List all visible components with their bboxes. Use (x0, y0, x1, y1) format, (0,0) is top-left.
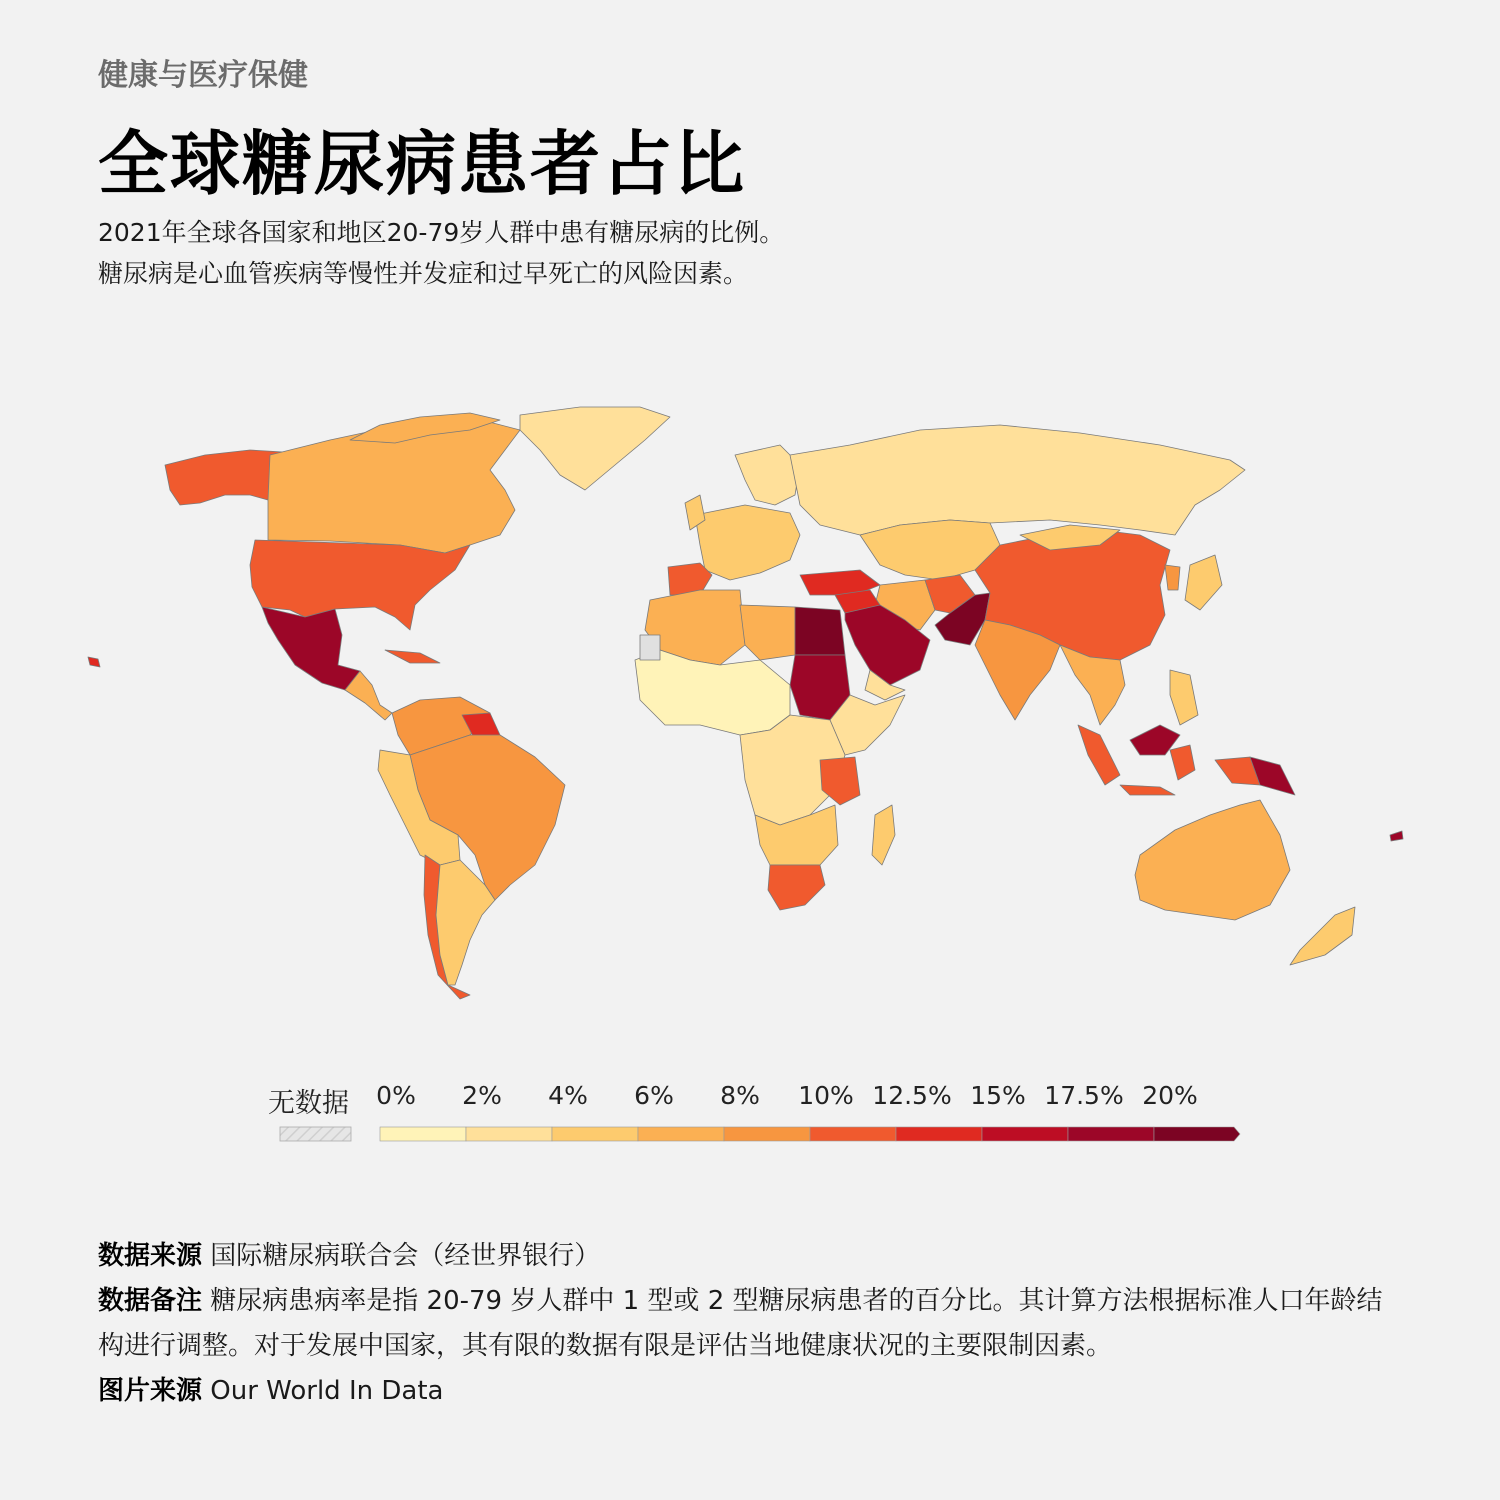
map-legend (0, 1075, 1500, 1155)
page-title: 全球糖尿病患者占比 (98, 123, 746, 205)
source-text: 国际糖尿病联合会（经世界银行） (210, 1241, 601, 1271)
region-greenland (520, 407, 670, 490)
legend-bin-0 (380, 1127, 466, 1141)
region-philippines (1170, 670, 1198, 725)
region-java (1120, 785, 1175, 795)
legend-bin-1 (466, 1127, 552, 1141)
region-scandinavia (735, 445, 800, 505)
note-label: 数据备注 (98, 1286, 203, 1316)
footer-notes (98, 1234, 1398, 1414)
region-hawaii (88, 657, 100, 667)
region-western-europe (695, 505, 800, 580)
image-source-line (98, 1369, 1398, 1414)
legend-tick-label: 6% (634, 1081, 674, 1110)
legend-tick-label: 12.5% (872, 1081, 952, 1110)
subtitle-line-1: 2021年全球各国家和地区20-79岁人群中患有糖尿病的比例。 (98, 218, 785, 247)
legend-no-data-label: 无数据 (268, 1088, 349, 1119)
region-png (1250, 757, 1295, 795)
region-madagascar (872, 805, 895, 865)
legend-tick-label: 17.5% (1044, 1081, 1124, 1110)
legend-bin-5 (810, 1127, 896, 1141)
image-source-text: Our World In Data (210, 1376, 444, 1406)
legend-bin-8 (1068, 1127, 1154, 1141)
legend-bin-7 (982, 1127, 1068, 1141)
legend-tick-label: 2% (462, 1081, 502, 1110)
image-source-label: 图片来源 (98, 1376, 203, 1406)
subtitle (98, 212, 784, 294)
region-russia (790, 425, 1245, 535)
legend-tick-label: 15% (970, 1081, 1026, 1110)
region-western-sahara (640, 635, 660, 660)
legend-no-data-swatch (280, 1127, 351, 1141)
region-korea (1165, 565, 1180, 590)
category-kicker: 健康与医疗保健 (98, 58, 308, 93)
legend-bin-6 (896, 1127, 982, 1141)
source-line (98, 1234, 1398, 1279)
world-map (0, 395, 1500, 1035)
note-text: 糖尿病患病率是指 20-79 岁人群中 1 型或 2 型糖尿病患者的百分比。其计算方法根据标准人口年龄结构进行调整。对于发展中国家，其有限的数据有限是评估当地健康状况的主要限制因素。 (98, 1286, 1383, 1361)
region-japan (1185, 555, 1222, 610)
region-libya (740, 605, 795, 660)
note-line (98, 1279, 1398, 1369)
legend-tick-label: 20% (1142, 1081, 1198, 1110)
legend-bin-3 (638, 1127, 724, 1141)
legend-tick-label: 4% (548, 1081, 588, 1110)
subtitle-line-2: 糖尿病是心血管疾病等慢性并发症和过早死亡的风险因素。 (98, 259, 749, 288)
region-sulawesi (1170, 745, 1195, 780)
source-label: 数据来源 (98, 1241, 203, 1271)
region-sumatra (1078, 725, 1120, 785)
region-caribbean (385, 650, 440, 663)
region-australia (1135, 800, 1290, 920)
legend-tick-label: 10% (798, 1081, 854, 1110)
legend-bin-9 (1154, 1127, 1240, 1141)
legend-bin-2 (552, 1127, 638, 1141)
region-new-zealand (1290, 907, 1355, 965)
region-south-africa (768, 865, 825, 910)
legend-tick-label: 8% (720, 1081, 760, 1110)
region-egypt (795, 607, 845, 655)
legend-bin-4 (724, 1127, 810, 1141)
region-pacific-islands (1390, 831, 1403, 841)
region-mexico (262, 607, 360, 690)
legend-tick-label: 0% (376, 1081, 416, 1110)
